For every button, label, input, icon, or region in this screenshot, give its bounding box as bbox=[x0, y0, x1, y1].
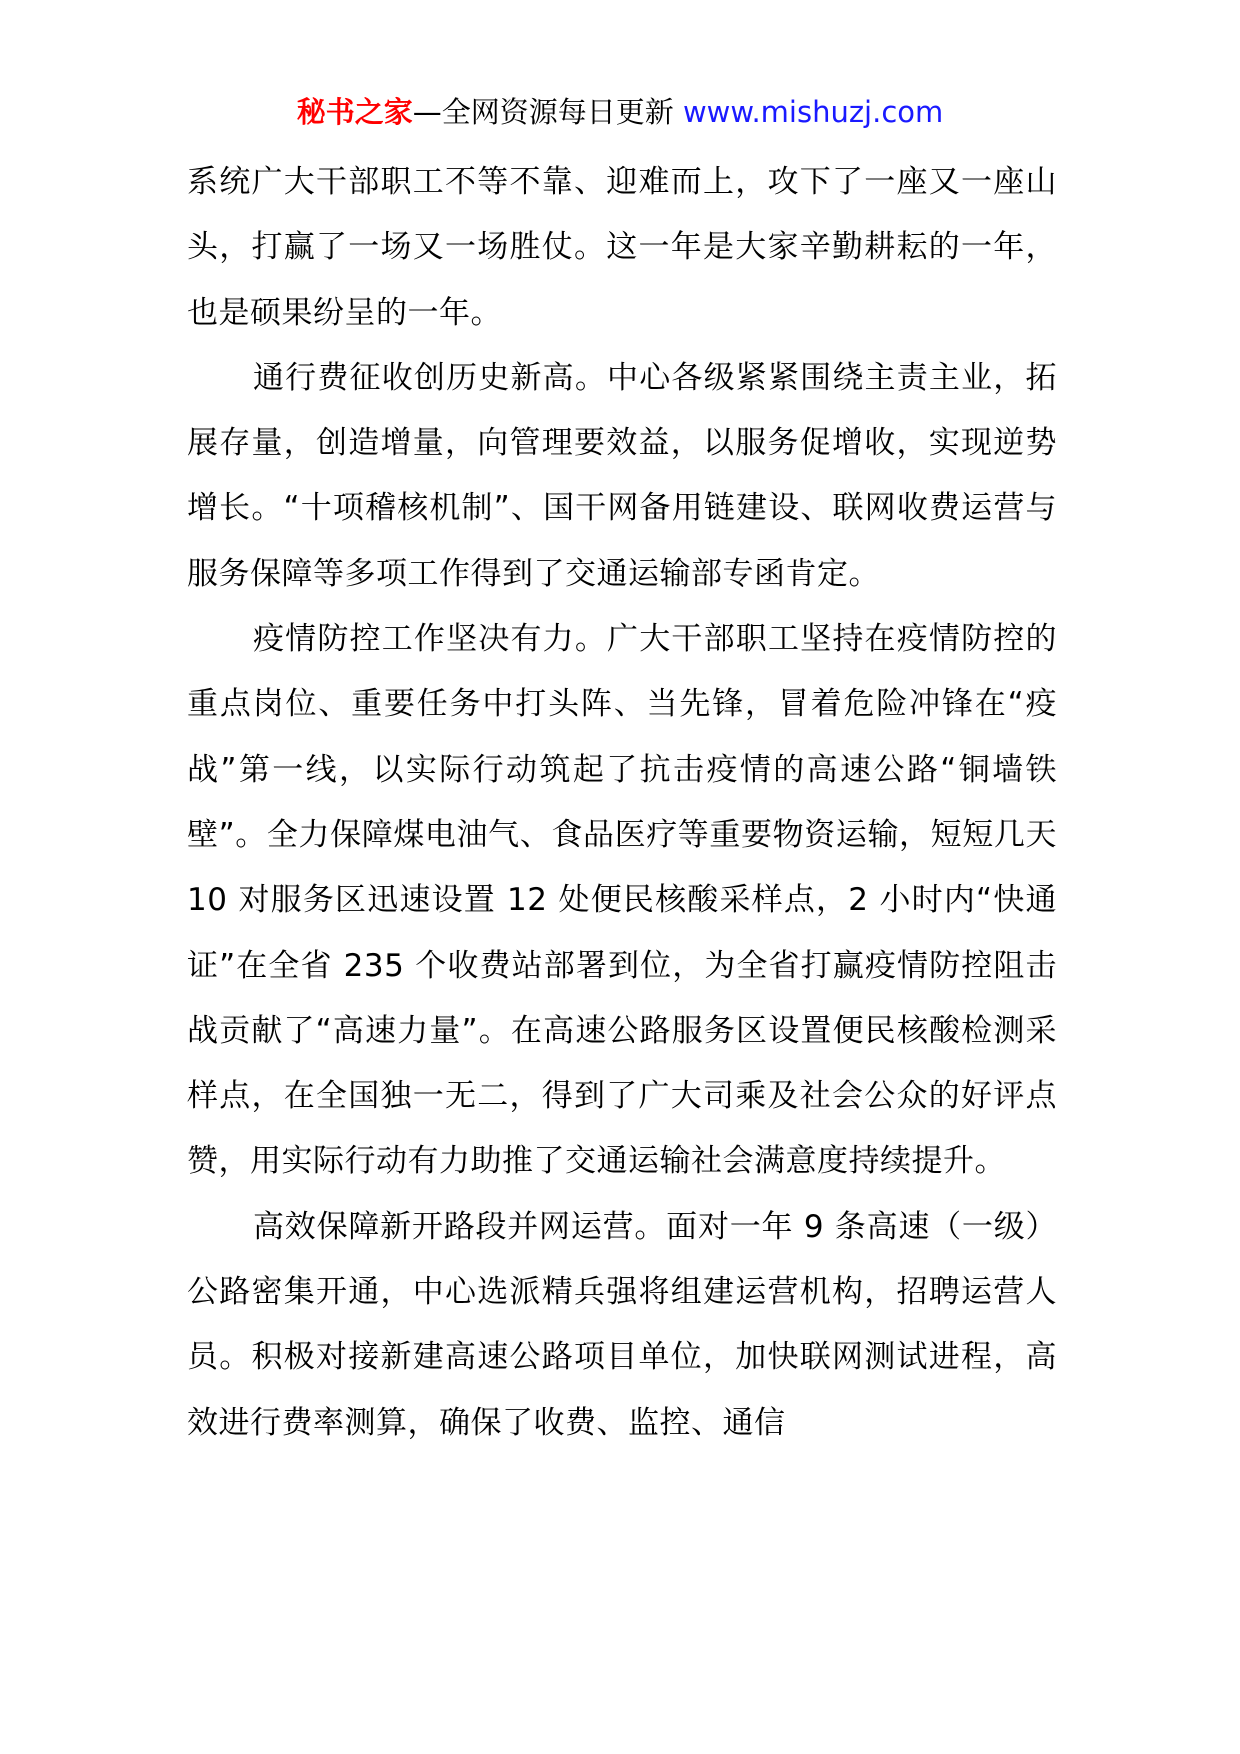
site-brand: 秘书之家 bbox=[296, 95, 413, 129]
paragraph-new-road-operation: 高效保障新开路段并网运营。面对一年 9 条高速（一级）公路密集开通，中心选派精兵强将组建运营机构，招聘运营人员。积极对接新建高速公路项目单位，加快联网测试进程，高效进行费率测算，确保了收费、监控、通信 bbox=[187, 1208, 1057, 1441]
site-tagline: —全网资源每日更新 bbox=[412, 95, 683, 129]
site-header bbox=[0, 92, 1240, 132]
paragraph-continuation: 系统广大干部职工不等不靠、迎难而上，攻下了一座又一座山头，打赢了一场又一场胜仗。这一年是大家辛勤耕耘的一年，也是硕果纷呈的一年。 bbox=[187, 164, 1057, 331]
paragraph-toll-collection: 通行费征收创历史新高。中心各级紧紧围绕主责主业，拓展存量，创造增量，向管理要效益，以服务促增收，实现逆势增长。“十项稽核机制”、国干网备用链建设、联网收费运营与服务保障等多项工作得到了交通运输部专函肯定。 bbox=[187, 359, 1057, 592]
paragraph-epidemic-control: 疫情防控工作坚决有力。广大干部职工坚持在疫情防控的重点岗位、重要任务中打头阵、当先锋，冒着危险冲锋在“疫战”第一线，以实际行动筑起了抗击疫情的高速公路“铜墙铁壁”。全力保障煤电油气、食品医疗等重要物资运输，短短几天 10 对服务区迅速设置 12 处便民核酸采样点，2 小时内“快通证”在全省 235 个收费站部署到位，为全省打赢疫情防控阻击战贡献了“高速力量”。在高速公路服务区设置便民核酸检测采样点，在全国独一无二，得到了广大司乘及社会公众的好评点赞，用实际行动有力助推了交通运输社会满意度持续提升。 bbox=[187, 621, 1057, 1180]
site-url-link[interactable]: www.mishuzj.com bbox=[682, 95, 944, 129]
document-body bbox=[187, 150, 1057, 1456]
